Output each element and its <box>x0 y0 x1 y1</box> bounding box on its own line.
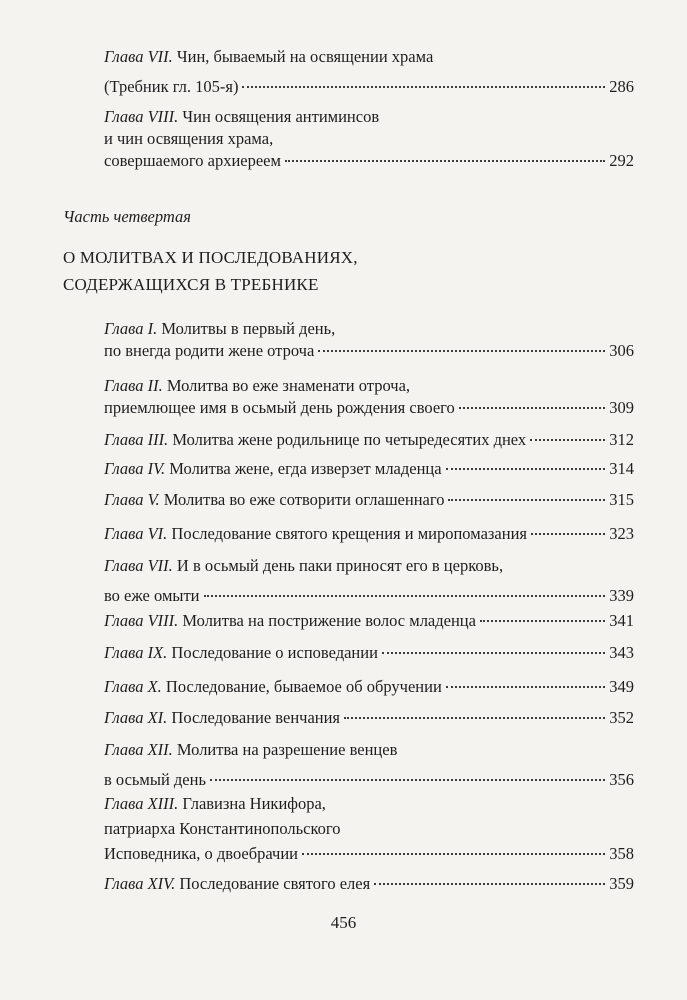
entry-title: Последование святого крещения и миропомазания <box>167 524 527 543</box>
page-ref: 312 <box>609 430 634 449</box>
entry-line-last <box>104 458 634 480</box>
toc-entry[interactable] <box>104 555 634 607</box>
entry-line-last <box>104 676 634 698</box>
page-ref: 358 <box>609 844 634 863</box>
entry-line-last <box>104 150 634 172</box>
chapter-number: Глава VIII. <box>104 611 179 630</box>
leader-dots <box>242 86 605 88</box>
chapter-number: Глава VI. <box>104 524 168 543</box>
chapter-number: Глава VII. <box>104 47 173 66</box>
toc-entry[interactable] <box>104 739 634 791</box>
entry-title: во еже омыти <box>104 586 200 605</box>
chapter-number: Глава IV. <box>104 459 166 478</box>
entry-title: Последование о исповедании <box>167 643 378 662</box>
entry-line-last <box>104 873 634 895</box>
entry-title: Последование святого елея <box>175 874 371 893</box>
chapter-number: Глава I. <box>104 319 158 338</box>
entry-line <box>104 555 634 577</box>
leader-dots <box>302 853 605 855</box>
toc-entry[interactable] <box>104 873 634 895</box>
entry-title: И в осьмый день паки приносят его в церковь, <box>172 556 504 575</box>
entry-line <box>104 128 634 150</box>
entry-line-last <box>104 340 634 362</box>
leader-dots <box>344 717 605 719</box>
entry-line-last <box>104 642 634 664</box>
entry-line-last <box>104 397 634 419</box>
page-ref: 349 <box>609 677 634 696</box>
entry-line-last <box>104 843 634 865</box>
page-ref: 314 <box>609 459 634 478</box>
entry-title: Последование, бываемое об обручении <box>161 677 442 696</box>
toc-entry[interactable] <box>104 429 634 451</box>
toc-entry[interactable] <box>104 458 634 480</box>
leader-dots <box>382 652 605 654</box>
entry-line <box>104 46 634 68</box>
page-ref: 292 <box>609 151 634 170</box>
entry-title: Последование венчания <box>167 708 341 727</box>
entry-line <box>104 106 634 128</box>
toc-entry[interactable] <box>104 642 634 664</box>
leader-dots <box>374 883 605 885</box>
entry-line-last <box>104 523 634 545</box>
chapter-number: Глава IX. <box>104 643 168 662</box>
entry-title: приемлющее имя в осьмый день рождения своего <box>104 398 455 417</box>
entry-title: Чин освящения антиминсов <box>178 107 380 126</box>
entry-title: Молитва во еже знаменати отроча, <box>162 376 411 395</box>
entry-title: патриарха Константинопольского <box>104 819 341 838</box>
page-ref: 306 <box>609 341 634 360</box>
toc-entry[interactable] <box>104 676 634 698</box>
chapter-number: Глава VIII. <box>104 107 179 126</box>
entry-title: Молитва во еже сотворити оглашеннаго <box>159 490 445 509</box>
toc-entry[interactable] <box>104 318 634 362</box>
entry-title: Молитва на пострижение волос младенца <box>178 611 476 630</box>
toc-entry[interactable] <box>104 610 634 632</box>
entry-line <box>104 375 634 397</box>
toc-entry[interactable] <box>104 523 634 545</box>
entry-title: Молитвы в первый день, <box>157 319 336 338</box>
toc-entry[interactable] <box>104 375 634 419</box>
entry-title: Чин, бываемый на освящении храма <box>172 47 434 66</box>
page-ref: 339 <box>609 586 634 605</box>
toc-entry[interactable] <box>104 707 634 729</box>
chapter-number: Глава XI. <box>104 708 168 727</box>
part-label: Часть четвертая <box>63 207 191 226</box>
entry-line-last <box>104 707 634 729</box>
toc-entry[interactable] <box>104 793 634 865</box>
leader-dots <box>459 407 605 409</box>
page-ref: 359 <box>609 874 634 893</box>
entry-title: Молитва на разрешение венцев <box>172 740 398 759</box>
page-ref: 286 <box>609 77 634 96</box>
entry-line <box>104 318 634 340</box>
chapter-number: Глава V. <box>104 490 160 509</box>
entry-line <box>104 793 634 815</box>
entry-line-last <box>104 769 634 791</box>
chapter-number: Глава XIV. <box>104 874 176 893</box>
leader-dots <box>285 160 605 162</box>
entry-title: Главизна Никифора, <box>178 794 326 813</box>
entry-line <box>104 739 634 761</box>
toc-entry[interactable] <box>104 46 634 98</box>
entry-title: в осьмый день <box>104 770 206 789</box>
leader-dots <box>204 595 606 597</box>
page-ref: 341 <box>609 611 634 630</box>
leader-dots <box>318 350 605 352</box>
entry-line-last <box>104 429 634 451</box>
leader-dots <box>446 686 605 688</box>
chapter-number: Глава VII. <box>104 556 173 575</box>
leader-dots <box>530 439 605 441</box>
page-ref: 309 <box>609 398 634 417</box>
entry-title: Молитва жене родильнице по четыредесятих днех <box>168 430 527 449</box>
entry-title: по внегда родити жене отроча <box>104 341 315 360</box>
leader-dots <box>448 499 605 501</box>
entry-title: Исповедника, о двоебрачии <box>104 844 299 863</box>
page-ref: 356 <box>609 770 634 789</box>
page-ref: 315 <box>609 490 634 509</box>
entry-title: и чин освящения храма, <box>104 129 274 148</box>
leader-dots <box>480 620 605 622</box>
toc-entry[interactable] <box>104 106 634 172</box>
toc-entry[interactable] <box>104 489 634 511</box>
page-ref: 352 <box>609 708 634 727</box>
entry-line-last <box>104 76 634 98</box>
entry-title: совершаемого архиереем <box>104 151 281 170</box>
chapter-number: Глава XIII. <box>104 794 179 813</box>
part-title: О МОЛИТВАХ И ПОСЛЕДОВАНИЯХ, СОДЕРЖАЩИХСЯ В ТРЕБНИКЕ <box>63 248 358 294</box>
entry-line-last <box>104 489 634 511</box>
leader-dots <box>531 533 605 535</box>
chapter-number: Глава X. <box>104 677 162 696</box>
entry-title: Молитва жене, егда изверзет младенца <box>165 459 442 478</box>
chapter-number: Глава XII. <box>104 740 173 759</box>
entry-line <box>104 818 634 840</box>
entry-line-last <box>104 610 634 632</box>
chapter-number: Глава III. <box>104 430 169 449</box>
page-ref: 343 <box>609 643 634 662</box>
page-number: 456 <box>330 913 357 932</box>
page-ref: 323 <box>609 524 634 543</box>
leader-dots <box>210 779 605 781</box>
chapter-number: Глава II. <box>104 376 163 395</box>
leader-dots <box>446 468 606 470</box>
entry-title: (Требник гл. 105-я) <box>104 77 239 96</box>
entry-line-last <box>104 585 634 607</box>
